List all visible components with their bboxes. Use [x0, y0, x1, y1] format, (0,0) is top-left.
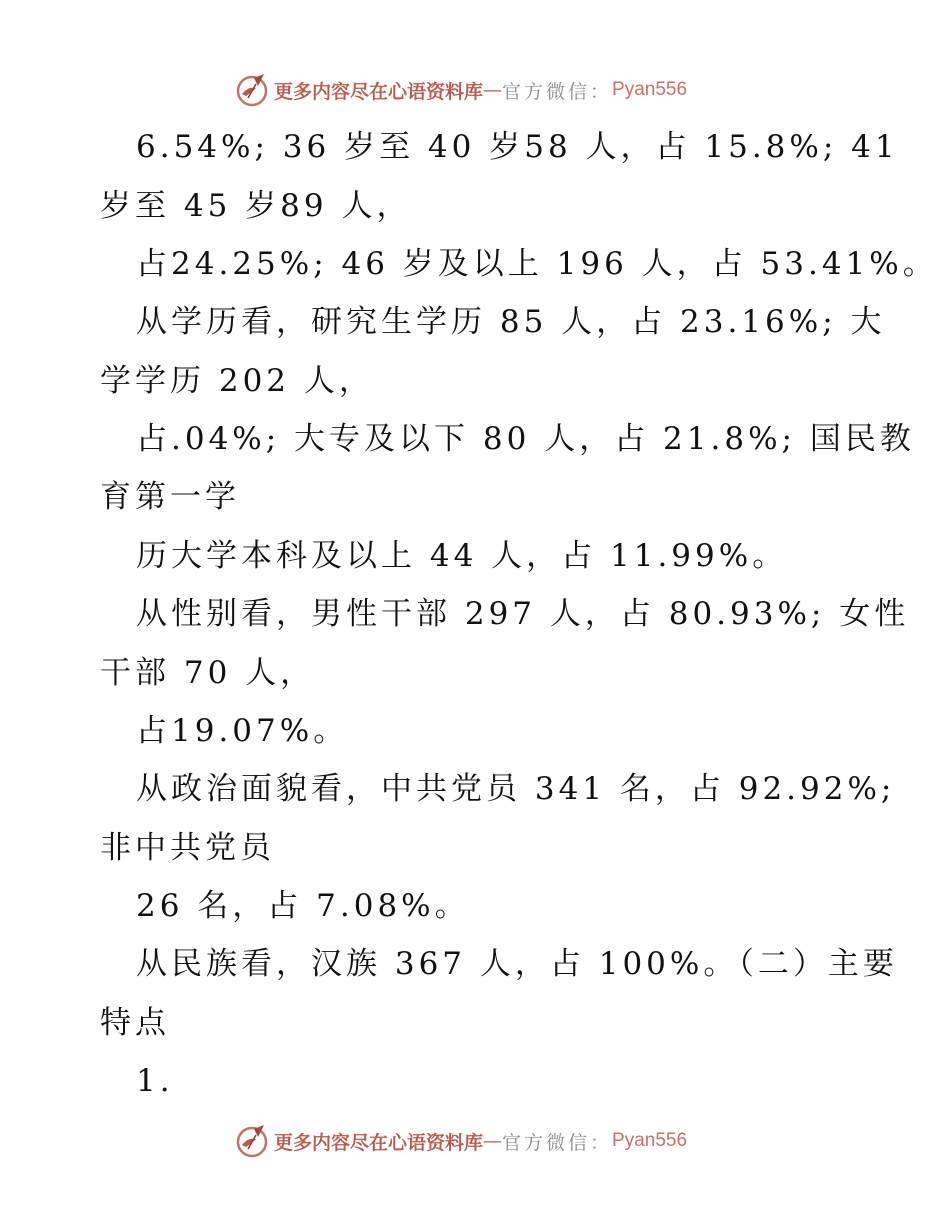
text-line: 26 名，占 7.08%。	[136, 888, 470, 924]
text-line: 从学历看，研究生学历 85 人，占 23.16%; 大	[136, 304, 886, 340]
text-line: 占.04%; 大专及以下 80 人，占 21.8%; 国民教	[136, 421, 915, 457]
text-line: 从民族看，汉族 367 人，占 100%。（二）主要	[136, 946, 898, 982]
text-line: 从性别看，男性干部 297 人，占 80.93%; 女性	[136, 596, 910, 632]
text-line: 干部 70 人，	[100, 655, 316, 691]
watermark-main-text: 更多内容尽在心语资料库	[274, 1131, 484, 1154]
watermark-wechat-id: Pyan556	[612, 1130, 688, 1151]
text-line: 学学历 202 人，	[100, 363, 374, 399]
text-line: 育第一学	[100, 479, 240, 515]
watermark-main-text: 更多内容尽在心语资料库	[274, 80, 484, 103]
watermark-footer	[234, 1123, 687, 1159]
watermark-contact-label: 官方微信：	[502, 80, 613, 103]
text-line: 6.54%; 36 岁至 40 岁58 人，占 15.8%; 41	[136, 129, 899, 165]
watermark-wechat-id: Pyan556	[612, 79, 688, 100]
text-line: 占24.25%; 46 岁及以上 196 人，占 53.41%。	[136, 246, 938, 282]
watermark-separator: —	[483, 1130, 503, 1152]
book-quill-logo-icon	[234, 1123, 270, 1159]
text-line: 特点	[100, 1005, 170, 1041]
text-line: 从政治面貌看，中共党员 341 名，占 92.92%;	[136, 771, 896, 807]
text-line: 岁至 45 岁89 人，	[100, 188, 412, 224]
text-line: 历大学本科及以上 44 人，占 11.99%。	[136, 538, 788, 574]
text-line: 非中共党员	[100, 830, 275, 866]
watermark-contact-label: 官方微信：	[502, 1131, 613, 1154]
text-line: 1.	[136, 1063, 174, 1099]
watermark-separator: —	[483, 79, 503, 101]
text-line: 占19.07%。	[136, 713, 349, 749]
